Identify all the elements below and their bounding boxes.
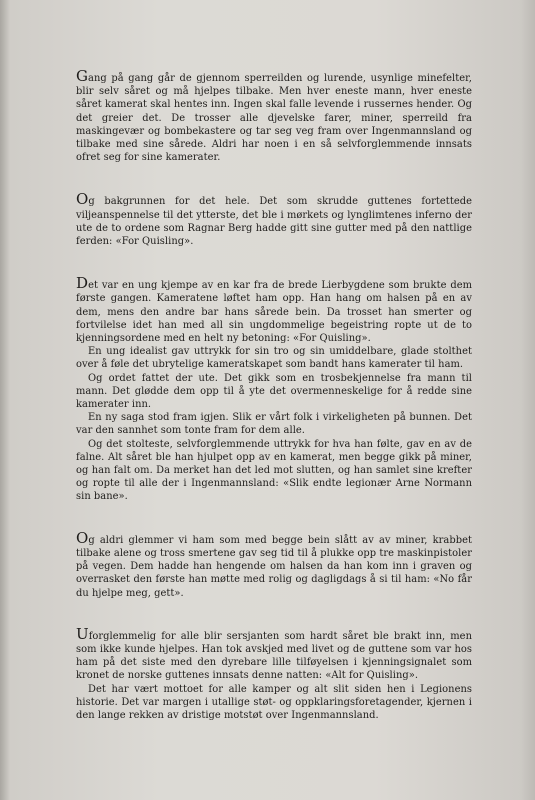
section-1 [76, 67, 472, 164]
section-3 [76, 274, 472, 503]
paragraph [76, 624, 472, 683]
paragraph-text: forglemmelig for alle blir sersjanten som hardt såret ble brakt inn, men som ikke kunde hjelpes. Han tok avskjed med livet og de guttene som var hos ham på det siste med den dyrebare lille tilføyelsen i kjenningsignalet som kronet de norske guttenes innsats denne natten: «Alt for Quisling». [76, 630, 472, 682]
paragraph-text: ang på gang går de gjennom sperreilden og lurende, usynlige minefelter, blir selv såret og må hjelpes tilbake. Men hver eneste mann, hver eneste såret kamerat skal hentes inn. Ingen skal falle levende i russernes hender. Og det greier det. De trosser alle djevelske farer, miner, sperreild fra maskingevær og bombekastere og tar seg veg fram over Ingenmannsland og tilbake med sine sårede. Aldri har noen i en så selvforglemmende innsats ofret seg for sine kamerater. [76, 73, 472, 164]
initial-letter: U [76, 624, 89, 643]
paragraph: En ung idealist gav uttrykk for sin tro og sin umiddelbare, glade stolthet over å føle det ubrytelige kameratskapet som bandt hans kamerater til ham. [76, 346, 472, 371]
initial-letter: O [76, 528, 89, 547]
paragraph-text: et var en ung kjempe av en kar fra de brede Lierbygdene som brukte dem første gangen. Kameratene løftet ham opp. Han hang om halsen på en av dem, mens den andre bar hans sårede bein. Da trosset han smerter og fortvilelse idet han med all sin ungdommelige begeistring ropte ut de to kjenningsordene med en helt ny betoning: «For Quisling». [76, 280, 472, 345]
section-4 [76, 528, 472, 600]
section-2 [76, 190, 472, 248]
paragraph: En ny saga stod fram igjen. Slik er vårt folk i virkeligheten på bunnen. Det var den sannhet som tonte fram for dem alle. [76, 412, 472, 437]
initial-letter: O [76, 190, 89, 209]
initial-letter: G [76, 67, 89, 85]
paragraph: Og ordet fattet der ute. Det gikk som en trosbekjennelse fra mann til mann. Det glødde dem opp til å yte det overmenneskelige for å redde sine kamerater inn. [76, 372, 472, 411]
paragraph [76, 67, 472, 164]
paragraph-text: g bakgrunnen for det hele. Det som skrudde guttenes fortettede viljeanspennelse til det ytterste, det ble i mørkets og lynglimtenes inferno der ute de to ordene som Ragnar Berg hadde gitt sine gutter med på den nattlige ferden: «For Quisling». [76, 196, 472, 248]
page-edge [521, 0, 535, 800]
paragraph [76, 190, 472, 248]
paragraph: Og det stolteste, selvforglemmende uttrykk for hva han følte, gav en av de falne. Alt såret ble han hjulpet opp av en kamerat, men begge gikk på miner, og han falt om. Da merket han det led mot slutten, og han samlet sine krefter og ropte til alle der i Ingenmannsland: «Slik endte legionær Arne Normann sin bane». [76, 438, 472, 503]
paragraph-text: g aldri glemmer vi ham som med begge bein slått av av miner, krabbet tilbake alene og tross smertene gav seg tid til å plukke opp tre maskinpistoler på vegen. Dem hadde han hengende om halsen da han kom inn i graven og overrasket den første han møtte med rolig og dagligdags å si til ham: «No får du hjelpe meg, gett». [76, 534, 472, 599]
paragraph [76, 528, 472, 600]
paragraph: Det har vært mottoet for alle kamper og alt slit siden hen i Legionens historie. Det var margen i utallige støt- og oppklaringsforetagender, kjernen i den lange rekken av dristige motstøt over Ingenmannsland. [76, 683, 472, 721]
page-fold-shadow [0, 0, 10, 800]
body-text [76, 67, 472, 722]
initial-letter: D [76, 274, 89, 293]
paragraph [76, 274, 472, 345]
section-5 [76, 624, 472, 722]
